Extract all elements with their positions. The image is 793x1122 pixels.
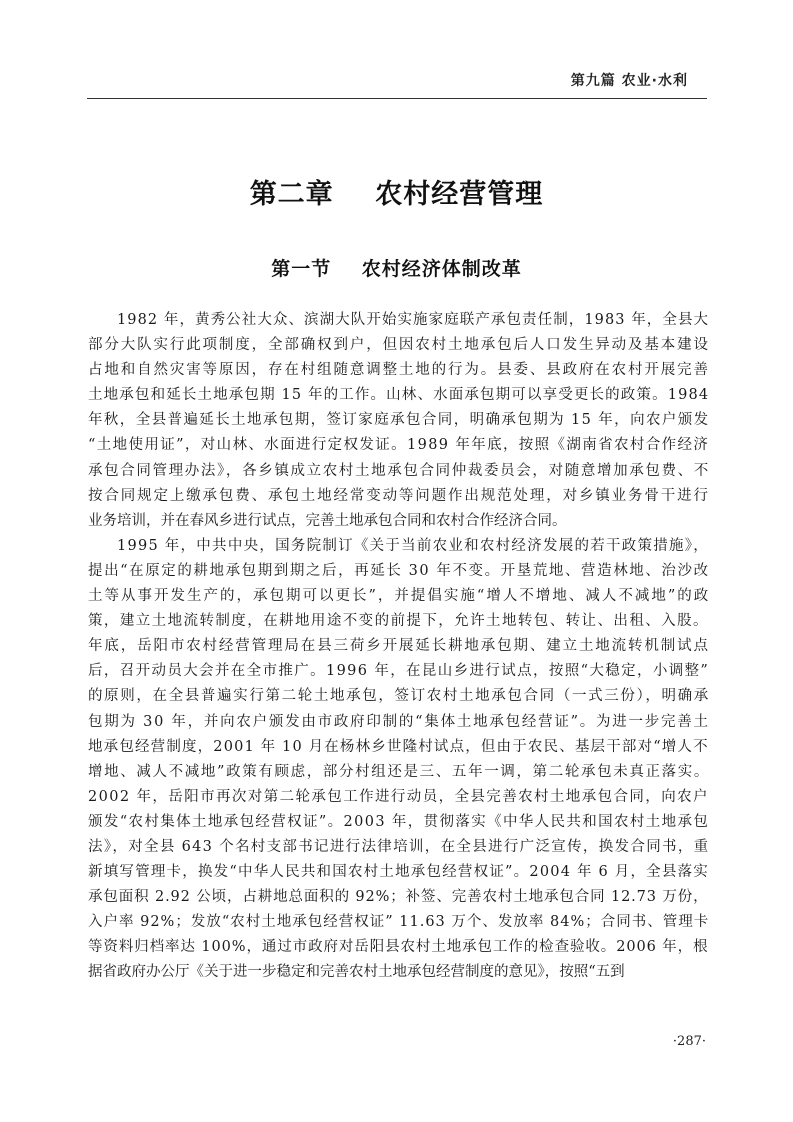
text-line: 年秋，全县普遍延长土地承包期，签订家庭承包合同，明确承包期为 15 年，向农户颁发 <box>88 412 710 429</box>
body-text <box>88 308 711 986</box>
section-title: 第一节 农村经济体制改革 <box>271 258 522 280</box>
text-line: 土等从事开发生产的，承包期可以更长”，并提倡实施“增人不增地、减人不减地”的政 <box>88 588 711 605</box>
text-line: 按合同规定上缴承包费、承包土地经常变动等问题作出规范处理，对乡镇业务骨干进行 <box>88 487 710 504</box>
text-line: 后，召开动员大会并在全市推广。1996 年，在昆山乡进行试点，按照“大稳定，小调整” <box>88 663 710 680</box>
text-line: 颁发“农村集体土地承包经营权证”。2003 年，贯彻落实《中华人民共和国农村土地承包 <box>88 813 710 830</box>
text-line: 策，建立土地流转制度，在耕地用途不变的前提下，允许土地转包、转让、出租、入股。 <box>88 613 709 630</box>
text-line: 部分大队实行此项制度，全部确权到户，但因农村土地承包后人口发生异动及基本建设 <box>88 337 710 354</box>
text-line: “土地使用证”，对山林、水面进行定权发证。1989 年年底，按照《湖南省农村合作经济 <box>88 437 710 454</box>
paragraph-1 <box>88 308 708 534</box>
text-line: 年底，岳阳市农村经营管理局在县三荷乡开展延长耕地承包期、建立土地流转机制试点 <box>88 638 710 655</box>
text-line: 承包合同管理办法》，各乡镇成立农村土地承包合同仲裁委员会，对随意增加承包费、不 <box>88 462 710 479</box>
text-line: 土地承包和延长土地承包期 15 年的工作。山林、水面承包期可以享受更长的政策。1984 <box>88 387 710 404</box>
chapter-title: 第二章 农村经营管理 <box>249 179 544 210</box>
text-line: 包期为 30 年，并向农户颁发由市政府印制的“集体土地承包经营证”。为进一步完善土 <box>88 713 710 730</box>
text-line: 1995 年，中共中央，国务院制订《关于当前农业和农村经济发展的若干政策措施》， <box>117 537 710 554</box>
text-line: 法》，对全县 643 个名村支部书记进行法律培训，在全县进行广泛宣传，换发合同书，重 <box>88 838 710 855</box>
text-line: 占地和自然灾害等原因，存在村组随意调整土地的行为。县委、县政府在农村开展完善 <box>88 362 710 379</box>
text-line: 提出“在原定的耕地承包期到期之后，再延长 30 年不变。开垦荒地、营造林地、治沙改 <box>88 562 710 579</box>
text-line: 入户率 92%；发放“农村土地承包经营权证” 11.63 万个、发放率 84%；合同书、管理卡 <box>88 914 710 931</box>
text-line: 2002 年，岳阳市再次对第二轮承包工作进行动员，全县完善农村土地承包合同，向农户 <box>88 788 709 805</box>
running-header-title: 第九篇 农业·水利 <box>570 73 688 89</box>
text-line: 增地、减人不减地”政策有顾虑，部分村组还是三、五年一调，第二轮承包未真正落实。 <box>88 763 711 780</box>
text-line: 业务培训，并在春风乡进行试点，完善土地承包合同和农村合作经济合同。 <box>88 512 567 529</box>
paragraph-2 <box>88 534 711 986</box>
text-line: 地承包经营制度，2001 年 10 月在杨林乡世隆村试点，但由于农民、基层干部对“增人不 <box>88 738 709 755</box>
header-divider <box>87 98 707 99</box>
text-line: 承包面积 2.92 公顷，占耕地总面积的 92%；补签、完善农村土地承包合同 12.73 万份， <box>88 889 709 906</box>
text-line: 新填写管理卡，换发“中华人民共和国农村土地承包经营权证”。2004 年 6 月，全县落实 <box>88 864 709 881</box>
text-line: 的原则，在全县普遍实行第二轮土地承包，签订农村土地承包合同（一式三份），明确承 <box>88 688 710 705</box>
page-number: ·287· <box>672 1034 706 1049</box>
text-line: 1982 年，黄秀公社大众、滨湖大队开始实施家庭联产承包责任制，1983 年，全县大 <box>117 312 710 328</box>
text-line: 据省政府办公厅《关于进一步稳定和完善农村土地承包经营制度的意见》，按照“五到 <box>88 964 625 981</box>
text-line: 等资料归档率达 100%，通过市政府对岳阳县农村土地承包工作的检查验收。2006 年，根 <box>88 939 709 956</box>
